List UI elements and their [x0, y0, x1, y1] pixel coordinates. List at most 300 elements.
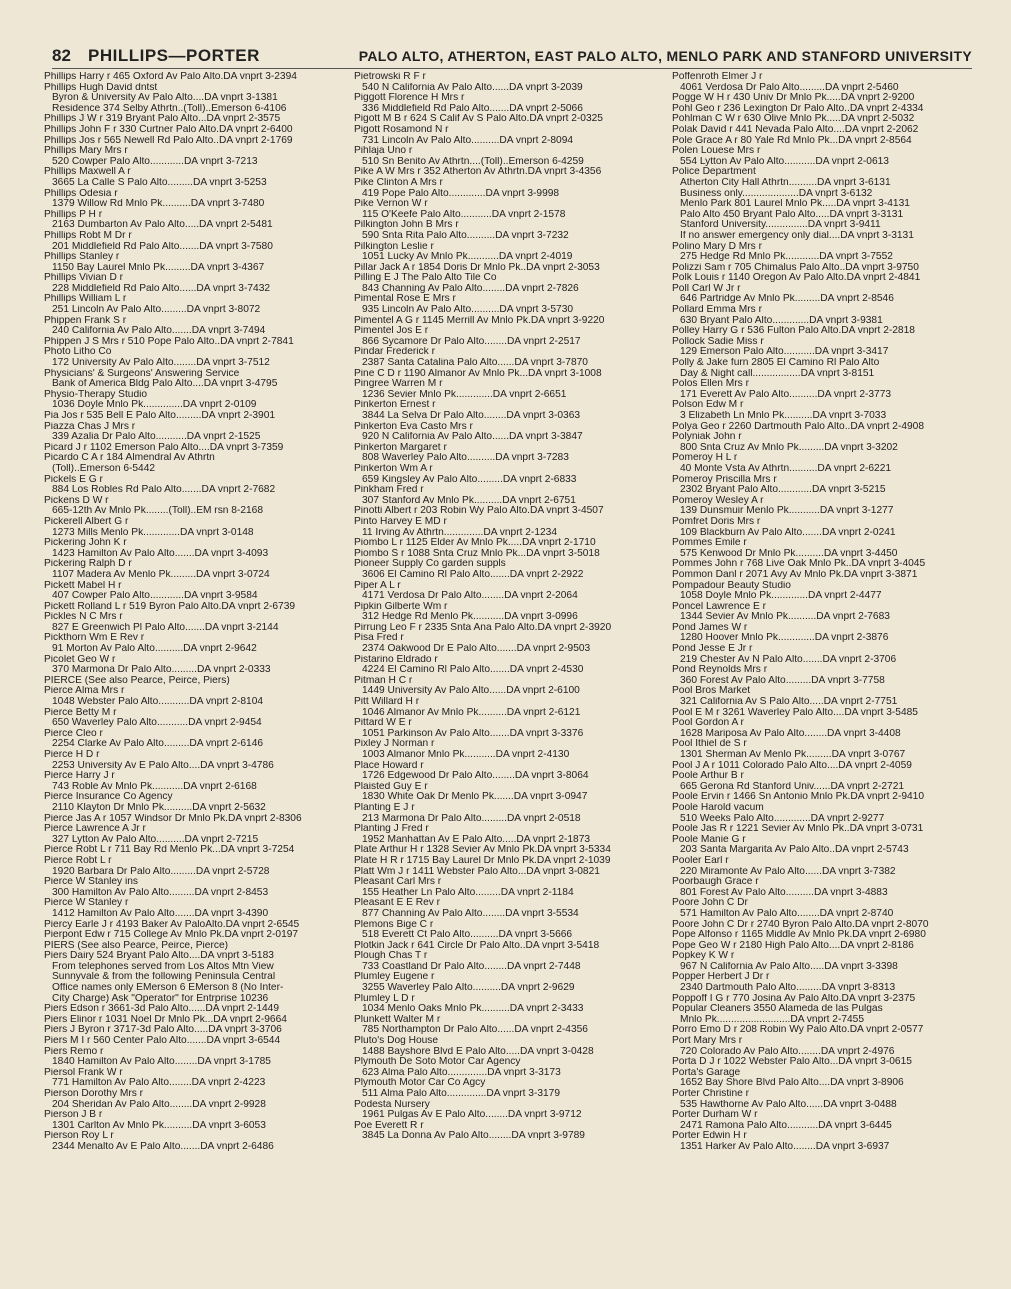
- listing-line: Phillips Vivian D r: [44, 273, 124, 284]
- listing-line: Physicians' & Surgeons' Answering Service: [44, 368, 240, 379]
- listing-line: 1344 Sevier Av Mnlo Pk..........DA vnprt 2-7683: [680, 612, 890, 623]
- listing-line: Poore John C Dr r 2740 Byron Palo Alto.DA vnprt 2-8070: [672, 919, 929, 930]
- listing-line: Day & Night call.................DA vnprt 3-8151: [680, 368, 875, 379]
- page-title: PHILLIPS—PORTER: [88, 46, 260, 65]
- listing-line: 3606 El Camino Rl Palo Alto.......DA vnprt 2-2922: [362, 569, 584, 580]
- listing-line: 1726 Edgewood Dr Palo Alto........DA vnprt 3-8064: [362, 771, 589, 782]
- listing-line: Pilkington Leslie r: [354, 241, 434, 252]
- listing-line: Pond Reynolds Mrs r: [672, 665, 768, 676]
- listing-line: Byron & University Av Palo Alto....DA vnprt 3-1381: [52, 93, 278, 104]
- listing-line: 1379 Willow Rd Mnlo Pk..........DA vnprt 3-7480: [52, 199, 265, 210]
- listing-line: 1051 Lucky Av Mnlo Pk...........DA vnprt 2-4019: [362, 252, 573, 263]
- listing-line: 201 Middlefield Rd Palo Alto.......DA vnprt 3-7580: [52, 241, 273, 252]
- listing-line: Pierce Cleo r: [44, 728, 103, 739]
- listing-line: Phillips Odesia r: [44, 188, 118, 199]
- listing-line: 511 Alma Palo Alto..............DA vnprt 3-3179: [362, 1089, 561, 1099]
- listing-line: 11 Irving Av Athrtn..............DA vnprt 2-1234: [362, 527, 557, 538]
- listing-line: Polen Louese Mrs r: [672, 146, 761, 157]
- listing-line: Piggott Florence H Mrs r: [354, 93, 465, 104]
- listing-line: 336 Middlefield Rd Palo Alto.......DA vnprt 2-5066: [362, 103, 583, 114]
- listing-line: Pickett Mabel H r: [44, 580, 122, 591]
- listing-line: Pool Gordon A r: [672, 718, 744, 729]
- listing-line: Phillips John F r 330 Curtner Palo Alto.DA vnprt 2-6400: [44, 124, 293, 135]
- listing-line: 109 Blackburn Av Palo Alto.......DA vnprt 2-0241: [680, 527, 896, 538]
- listing-line: Pixley J Norman r: [354, 739, 435, 750]
- listing-line: Pope Alfonso r 1165 Middle Av Mnlo Pk.DA vnprt 2-6980: [672, 930, 926, 941]
- listing-line: Pomfret Doris Mrs r: [672, 516, 761, 527]
- region-heading: PALO ALTO, ATHERTON, EAST PALO ALTO, MENLO PARK AND STANFORD UNIVERSITY: [358, 48, 972, 64]
- listing-line: Pierson Dorothy Mrs r: [44, 1089, 144, 1099]
- listing-line: Piazza Chas J Mrs r: [44, 421, 136, 432]
- listing-line: Piercy Earle J r 4193 Baker Av PaloAlto.DA vnprt 2-6545: [44, 919, 300, 930]
- listing-line: 1449 University Av Palo Alto......DA vnprt 2-6100: [362, 686, 580, 697]
- listing-line: Pierson Roy L r: [44, 1131, 114, 1142]
- listing-line: Piers M I r 560 Center Palo Alto.......DA vnprt 3-6544: [44, 1036, 281, 1047]
- listing-line: 1273 Mills Menlo Pk.............DA vnprt 3-0148: [52, 527, 254, 538]
- listing-line: 935 Lincoln Av Palo Alto..........DA vnprt 3-5730: [362, 305, 574, 316]
- listing-line: Pope Geo W r 2180 High Palo Alto....DA vnprt 2-8186: [672, 940, 914, 951]
- listing-line: 1952 Manhattan Av E Palo Alto.....DA vnprt 2-1873: [362, 834, 591, 845]
- listing-line: 228 Middlefield Rd Palo Alto......DA vnprt 3-7432: [52, 283, 271, 294]
- listing-line: 520 Cowper Palo Alto............DA vnprt 3-7213: [52, 156, 258, 167]
- listing-line: Pike Vernon W r: [354, 199, 428, 210]
- listing-line: 2302 Bryant Palo Alto............DA vnprt 3-5215: [680, 485, 886, 496]
- listing-line: Poncel Lawrence E r: [672, 601, 767, 612]
- listing-line: Plunkett Walter M r: [354, 1014, 441, 1025]
- listing-line: 665 Gerona Rd Stanford Univ......DA vnprt 2-2721: [680, 781, 905, 792]
- listing-line: 800 Snta Cruz Av Mnlo Pk.........DA vnprt 3-3202: [680, 442, 898, 453]
- listing-line: Pommes John r 768 Live Oak Mnlo Pk..DA vnprt 3-4045: [672, 559, 926, 570]
- listing-line: Phillips Harry r 465 Oxford Av Palo Alto.DA vnprt 3-2394: [44, 72, 297, 82]
- listing-line: 1301 Sherman Av Menlo Pk.........DA vnprt 3-0767: [680, 750, 906, 760]
- listing-line: Phippen Frank S r: [44, 315, 127, 326]
- listing-line: Business only....................DA vnprt 3-6132: [680, 188, 873, 199]
- listing-line: Piper A L r: [354, 580, 401, 591]
- listing-line: 1150 Bay Laurel Mnlo Pk.........DA vnprt 3-4367: [52, 262, 265, 273]
- listing-line: 91 Morton Av Palo Alto..........DA vnprt 2-9642: [52, 644, 257, 655]
- listing-line: From telephones served from Los Altos Mtn View: [52, 961, 274, 972]
- listing-line: Pilkington John B Mrs r: [354, 220, 459, 231]
- listing-line: 1046 Almanor Av Mnlo Pk..........DA vnprt 2-6121: [362, 707, 581, 718]
- listing-line: (Toll)..Emerson 6-5442: [52, 463, 156, 474]
- listing-line: Atherton City Hall Athrtn..........DA vnprt 3-6131: [680, 177, 891, 188]
- listing-line: Platt Wm J r 1411 Webster Palo Alto...DA vnprt 3-0821: [354, 866, 600, 877]
- listing-line: Piombo S r 1088 Snta Cruz Mnlo Pk...DA vnprt 3-5018: [354, 548, 600, 559]
- page-header: [52, 46, 972, 69]
- listing-line: Pierce H D r: [44, 750, 100, 760]
- listing-line: 659 Kingsley Av Palo Alto.........DA vnprt 2-6833: [362, 474, 577, 485]
- listing-line: 40 Monte Vsta Av Athrtn..........DA vnprt 2-6221: [680, 463, 892, 474]
- listing-line: 203 Santa Margarita Av Palo Alto..DA vnprt 2-5743: [680, 845, 909, 856]
- listing-line: Pirrung Leo F r 2335 Snta Ana Palo Alto.DA vnprt 2-3920: [354, 622, 612, 633]
- listing-line: Pierce Alma Mrs r: [44, 686, 125, 697]
- listing-line: Pollard Emma Mrs r: [672, 305, 763, 316]
- listing-line: 1058 Doyle Mnlo Pk.............DA vnprt 2-4477: [680, 591, 882, 602]
- listing-line: 665-12th Av Mnlo Pk........(Toll)..EM rsn 8-2168: [52, 506, 264, 517]
- listing-line: Pigott M B r 624 S Calif Av S Palo Alto.DA vnprt 2-0325: [354, 114, 603, 125]
- listing-line: 540 N California Av Palo Alto......DA vnprt 3-2039: [362, 82, 583, 93]
- listing-line: 771 Hamilton Av Palo Alto........DA vnprt 2-4223: [52, 1078, 266, 1089]
- listing-line: Pietrowski R F r: [354, 72, 426, 82]
- listing-line: Poffenroth Elmer J r: [672, 72, 763, 82]
- listing-line: Pond Jesse E Jr r: [672, 644, 753, 655]
- listing-line: 1351 Harker Av Palo Alto........DA vnprt 3-6937: [680, 1141, 890, 1152]
- listing-line: Planting E J r: [354, 802, 415, 813]
- listing-line: Stanford University...............DA vnprt 3-9411: [680, 220, 881, 231]
- listing-line: Pierpont Edw r 715 College Av Mnlo Pk.DA vnprt 2-0197: [44, 930, 299, 941]
- listing-line: 743 Roble Av Mnlo Pk...........DA vnprt 2-6168: [52, 781, 257, 792]
- listing-line: Picolet Geo W r: [44, 654, 116, 665]
- listing-line: Plotkin Jack r 641 Circle Dr Palo Alto..DA vnprt 3-5418: [354, 940, 600, 951]
- listing-line: Pomeroy Priscilla Mrs r: [672, 474, 777, 485]
- listing-line: 2340 Dartmouth Palo Alto.........DA vnprt 3-8313: [680, 983, 896, 994]
- listing-line: Planting J Fred r: [354, 824, 429, 835]
- listing-line: Office names only EMerson 6 EMerson 8 (No Inter-: [52, 983, 284, 994]
- listing-line: Poole Jas R r 1221 Sevier Av Mnlo Pk..DA vnprt 3-0731: [672, 824, 924, 835]
- listing-line: 321 California Av S Palo Alto.....DA vnprt 2-7751: [680, 697, 898, 708]
- listing-line: 155 Heather Ln Palo Alto.........DA vnprt 2-1184: [362, 887, 574, 898]
- listing-line: 1048 Webster Palo Alto...........DA vnprt 2-8104: [52, 697, 264, 708]
- listing-line: Pomeroy H L r: [672, 453, 738, 464]
- listing-line: Pogge W H r 430 Univ Dr Mnlo Pk.....DA vnprt 2-9200: [672, 93, 915, 104]
- listing-line: 575 Kenwood Dr Mnlo Pk..........DA vnprt 3-4450: [680, 548, 898, 559]
- listing-line: 3255 Waverley Palo Alto..........DA vnprt 2-9629: [362, 983, 575, 994]
- listing-line: Porta's Garage: [672, 1067, 741, 1078]
- listing-line: Pierce Robt L r 711 Bay Rd Menlo Pk...DA vnprt 3-7254: [44, 845, 295, 856]
- listing-line: Phillips J W r 319 Bryant Palo Alto...DA vnprt 2-3575: [44, 114, 281, 125]
- listing-line: 370 Marmona Dr Palo Alto.........DA vnprt 2-0333: [52, 665, 271, 676]
- listing-line: 1830 White Oak Dr Menlo Pk.......DA vnprt 3-0947: [362, 792, 588, 803]
- listing-line: Palo Alto 450 Bryant Palo Alto.....DA vnprt 3-3131: [680, 209, 904, 220]
- listing-line: 219 Chester Av N Palo Alto.......DA vnprt 2-3706: [680, 654, 897, 665]
- listing-line: 535 Hawthorne Av Palo Alto......DA vnprt 3-0488: [680, 1099, 897, 1110]
- listing-line: Pine C D r 1190 Almanor Av Mnlo Pk...DA vnprt 3-1008: [354, 368, 602, 379]
- listing-line: Polya Geo r 2260 Dartmouth Palo Alto..DA vnprt 2-4908: [672, 421, 924, 432]
- listing-line: Pickerell Albert G r: [44, 516, 129, 527]
- listing-line: Pierce Betty M r: [44, 707, 117, 718]
- listing-line: 1652 Bay Shore Blvd Palo Alto....DA vnprt 3-8906: [680, 1078, 904, 1089]
- listing-line: Pool Ithiel de S r: [672, 739, 747, 750]
- listing-line: 866 Sycamore Dr Palo Alto........DA vnprt 2-2517: [362, 336, 581, 347]
- listing-line: Pole Grace A r 80 Yale Rd Mnlo Pk...DA vnprt 2-8564: [672, 135, 912, 146]
- listing-line: 407 Cowper Palo Alto............DA vnprt 3-9584: [52, 591, 258, 602]
- listing-line: Place Howard r: [354, 760, 424, 771]
- listing-line: Pisa Fred r: [354, 633, 404, 644]
- listing-line: Residence 374 Selby Athrtn..(Toll)..Emerson 6-4106: [52, 103, 287, 114]
- listing-line: Pinotti Albert r 203 Robin Wy Palo Alto.DA vnprt 3-4507: [354, 506, 604, 517]
- listing-line: 1840 Hamilton Av Palo Alto........DA vnprt 3-1785: [52, 1057, 271, 1068]
- listing-line: 590 Snta Rita Palo Alto..........DA vnprt 3-7232: [362, 230, 569, 241]
- listing-line: Pierce Insurance Co Agency: [44, 792, 173, 803]
- listing-line: 360 Forest Av Palo Alto.........DA vnprt 3-7758: [680, 675, 885, 686]
- listing-line: Plumley L D r: [354, 993, 415, 1004]
- listing-line: 115 O'Keefe Palo Alto...........DA vnprt 2-1578: [362, 209, 566, 220]
- listing-line: 1628 Mariposa Av Palo Alto........DA vnprt 3-4408: [680, 728, 901, 739]
- listing-line: Phillips William L r: [44, 294, 127, 305]
- listing-line: 3845 La Donna Av Palo Alto........DA vnprt 3-9789: [362, 1131, 585, 1142]
- listing-line: 300 Hamilton Av Palo Alto.........DA vnprt 2-8453: [52, 887, 269, 898]
- listing-line: 171 Everett Av Palo Alto..........DA vnprt 2-3773: [680, 389, 892, 400]
- listing-line: 967 N California Av Palo Alto.....DA vnprt 3-3398: [680, 961, 898, 972]
- listing-line: 843 Channing Av Palo Alto........DA vnprt 2-7826: [362, 283, 579, 294]
- listing-line: Police Department: [672, 167, 756, 178]
- listing-line: Pingree Warren M r: [354, 379, 443, 390]
- listing-line: 129 Emerson Palo Alto...........DA vnprt 3-3417: [680, 347, 889, 358]
- listing-line: 1236 Sevier Mnlo Pk.............DA vnprt 2-6651: [362, 389, 567, 400]
- listing-line: Poole Harold vacum: [672, 802, 764, 813]
- listing-line: Pollock Sadie Miss r: [672, 336, 764, 347]
- listing-line: Pihlaja Uno r: [354, 146, 413, 157]
- listing-line: Picard J r 1102 Emerson Palo Alto....DA vnprt 3-7359: [44, 442, 284, 453]
- listing-line: 1107 Madera Av Menlo Pk.........DA vnprt 3-0724: [52, 569, 270, 580]
- listing-line: 801 Forest Av Palo Alto..........DA vnprt 3-4883: [680, 887, 888, 898]
- listing-line: 307 Stanford Av Mnlo Pk..........DA vnprt 2-6751: [362, 495, 576, 506]
- listing-line: Pinkerton Eva Casto Mrs r: [354, 421, 473, 432]
- listing-line: Pierce Lawrence A Jr r: [44, 824, 146, 835]
- listing-line: 827 E Greenwich Pl Palo Alto.......DA vnprt 3-2144: [52, 622, 279, 633]
- listing-line: 1488 Bayshore Blvd E Palo Alto.....DA vnprt 3-0428: [362, 1046, 594, 1057]
- listing-line: Poe Everett R r: [354, 1120, 424, 1131]
- listing-line: Pinkerton Ernest r: [354, 400, 436, 411]
- listing-line: Phillips Robt M Dr r: [44, 230, 132, 241]
- listing-line: 2254 Clarke Av Palo Alto.........DA vnprt 2-6146: [52, 739, 264, 750]
- listing-line: Popper Herbert J Dr r: [672, 972, 770, 983]
- listing-line: 4061 Verdosa Dr Palo Alto.........DA vnprt 2-5460: [680, 82, 899, 93]
- listing-line: 1003 Almanor Mnlo Pk...........DA vnprt 2-4130: [362, 750, 570, 760]
- listing-line: 1412 Hamilton Av Palo Alto.......DA vnprt 3-4390: [52, 908, 269, 919]
- listing-line: 1036 Doyle Mnlo Pk..............DA vnprt 2-0109: [52, 400, 257, 411]
- listing-line: Polk Louis r 1140 Oregon Av Palo Alto.DA vnprt 2-4841: [672, 273, 921, 284]
- listing-line: Pinkerton Margaret r: [354, 442, 447, 453]
- listing-line: Physio-Therapy Studio: [44, 389, 148, 400]
- listing-line: Pool J A r 1011 Colorado Palo Alto....DA vnprt 2-4059: [672, 760, 912, 771]
- listing-line: 339 Azalia Dr Palo Alto...........DA vnprt 2-1525: [52, 432, 261, 443]
- listing-line: Pierce W Stanley r: [44, 898, 129, 909]
- listing-line: Pia Jos r 535 Bell E Palo Alto.........DA vnprt 2-3901: [44, 411, 276, 421]
- listing-line: Poole Ervin r 1466 Sn Antonio Mnlo Pk.DA vnprt 2-9410: [672, 792, 925, 803]
- listing-line: Plymouth De Soto Motor Car Agency: [354, 1057, 521, 1068]
- listing-column-2: [354, 72, 644, 1142]
- listing-line: Pipkin Gilberte Wm r: [354, 601, 448, 612]
- listing-line: Pierson J B r: [44, 1110, 103, 1121]
- listing-line: 327 Lytton Av Palo Alto..........DA vnprt 2-7215: [52, 834, 259, 845]
- listing-line: 646 Partridge Av Mnlo Pk.........DA vnprt 2-8546: [680, 294, 894, 305]
- listing-line: 1423 Hamilton Av Palo Alto.......DA vnprt 3-4093: [52, 548, 269, 559]
- listing-line: 3665 La Calle S Palo Alto.........DA vnprt 3-5253: [52, 177, 267, 188]
- listing-line: Poppoff I G r 770 Josina Av Palo Alto.DA vnprt 3-2375: [672, 993, 916, 1004]
- listing-line: Menlo Park 801 Laurel Mnlo Pk.....DA vnprt 3-4131: [680, 199, 910, 210]
- listing-line: Mnlo Pk..........................DA vnprt 2-7455: [680, 1014, 865, 1025]
- listing-line: Polak David r 441 Nevada Palo Alto....DA vnprt 2-2062: [672, 124, 919, 135]
- listing-line: Poorbaugh Grace r: [672, 877, 759, 888]
- listing-line: 139 Dunsmuir Menlo Pk...........DA vnprt 3-1277: [680, 506, 894, 517]
- listing-line: Polizzi Sam r 705 Chimalus Palo Alto..DA vnprt 3-9750: [672, 262, 919, 273]
- listing-line: Piers Remo r: [44, 1046, 104, 1057]
- listing-line: 518 Everett Ct Palo Alto..........DA vnprt 3-5666: [362, 930, 573, 941]
- listing-line: Pickens D W r: [44, 495, 109, 506]
- listing-line: 571 Hamilton Av Palo Alto........DA vnprt 2-8740: [680, 908, 894, 919]
- listing-line: Picardo C A r 184 Almendral Av Athrtn: [44, 453, 215, 464]
- listing-line: Porro Emo D r 208 Robin Wy Palo Alto.DA vnprt 2-0577: [672, 1025, 924, 1036]
- listing-line: 808 Waverley Palo Alto..........DA vnprt 3-7283: [362, 453, 569, 464]
- listing-column-3: [672, 72, 962, 1153]
- listing-line: 884 Los Robles Rd Palo Alto.......DA vnprt 2-7682: [52, 485, 276, 496]
- listing-line: 213 Marmona Dr Palo Alto.........DA vnprt 2-0518: [362, 813, 581, 824]
- listing-line: Pickels E G r: [44, 474, 103, 485]
- listing-line: PIERCE (See also Pearce, Peirce, Piers): [44, 675, 230, 686]
- listing-line: 623 Alma Palo Alto..............DA vnprt 3-3173: [362, 1067, 561, 1078]
- listing-line: Pitt Willard H r: [354, 697, 420, 708]
- listing-line: Pickles N C Mrs r: [44, 612, 123, 623]
- listing-line: Pohlman C W r 630 Olive Mnlo Pk.....DA vnprt 2-5032: [672, 114, 915, 125]
- listing-line: 220 Miramonte Av Palo Alto......DA vnprt 3-7382: [680, 866, 896, 877]
- listing-line: Piers J Byron r 3717-3d Palo Alto.....DA vnprt 3-3706: [44, 1025, 282, 1036]
- listing-line: 1301 Carlton Av Mnlo Pk..........DA vnprt 3-6053: [52, 1120, 266, 1131]
- listing-line: 510 Sn Benito Av Athrtn....(Toll)..Emerson 6-4259: [362, 156, 584, 167]
- listing-line: Polley Harry G r 536 Fulton Palo Alto.DA vnprt 2-2818: [672, 326, 915, 337]
- listing-line: 3 Elizabeth Ln Mnlo Pk..........DA vnprt 3-7033: [680, 411, 887, 421]
- listing-line: Porter Edwin H r: [672, 1131, 747, 1142]
- listing-line: Pigott Rosamond N r: [354, 124, 449, 135]
- listing-line: Phillips P H r: [44, 209, 103, 220]
- listing-line: Poole Manie G r: [672, 834, 746, 845]
- listing-line: Plough Chas T r: [354, 951, 428, 962]
- listing-line: Pomeroy Wesley A r: [672, 495, 764, 506]
- listing-line: Plate H R r 1715 Bay Laurel Dr Mnlo Pk.DA vnprt 2-1039: [354, 855, 611, 866]
- listing-line: Plymouth Motor Car Co Agcy: [354, 1078, 486, 1089]
- listing-line: Pilling E J The Palo Alto Tile Co: [354, 273, 497, 284]
- listing-line: Pickering John K r: [44, 538, 127, 549]
- listing-line: Porter Durham W r: [672, 1110, 758, 1121]
- listing-line: Pimental Rose E Mrs r: [354, 294, 456, 305]
- listing-line: 172 University Av Palo Alto........DA vnprt 3-7512: [52, 358, 270, 369]
- listing-line: Pierce Robt L r: [44, 855, 112, 866]
- listing-line: Bank of America Bldg Palo Alto....DA vnprt 3-4795: [52, 379, 278, 390]
- page-number: 82: [52, 46, 71, 65]
- listing-line: 2387 Santa Catalina Palo Alto......DA vnprt 3-7870: [362, 358, 588, 369]
- listing-line: Pluto's Dog House: [354, 1036, 439, 1047]
- listing-line: Pickett Rolland L r 519 Byron Palo Alto.DA vnprt 2-6739: [44, 601, 296, 612]
- listing-line: Piers Elinor r 1031 Noel Dr Mnlo Pk...DA vnprt 2-9664: [44, 1014, 287, 1025]
- listing-line: Piers Edson r 3661-3d Palo Alto......DA vnprt 2-1449: [44, 1004, 280, 1015]
- listing-line: Pimentel A G r 1145 Merrill Av Mnlo Pk.DA vnprt 3-9220: [354, 315, 605, 326]
- listing-line: Pickering Ralph D r: [44, 559, 132, 570]
- listing-line: Pond James W r: [672, 622, 748, 633]
- listing-line: 1280 Hoover Mnlo Pk.............DA vnprt 2-3876: [680, 633, 889, 644]
- listing-line: Popkey K W r: [672, 951, 735, 962]
- listing-line: Pommon Danl r 2071 Avy Av Mnlo Pk.DA vnprt 3-3871: [672, 569, 918, 580]
- listing-line: Polos Ellen Mrs r: [672, 379, 749, 390]
- listing-line: Polino Mary D Mrs r: [672, 241, 763, 252]
- listing-line: Pike Clinton A Mrs r: [354, 177, 443, 188]
- listing-line: Pierce Harry J r: [44, 771, 115, 782]
- listing-line: 720 Colorado Av Palo Alto........DA vnprt 2-4976: [680, 1046, 895, 1057]
- listing-line: 510 Weeks Palo Alto.............DA vnprt 2-9277: [680, 813, 885, 824]
- listing-line: 3844 La Selva Dr Palo Alto........DA vnprt 3-0363: [362, 411, 581, 421]
- listing-line: 650 Waverley Palo Alto...........DA vnprt 2-9454: [52, 718, 262, 729]
- listing-line: Pierce Jas A r 1057 Windsor Dr Mnlo Pk.DA vnprt 2-8306: [44, 813, 302, 824]
- listing-line: 2374 Oakwood Dr E Palo Alto.......DA vnprt 2-9503: [362, 644, 591, 655]
- listing-line: 2344 Menalto Av E Palo Alto.......DA vnprt 2-6486: [52, 1141, 274, 1152]
- listing-line: City Charge) Ask "Operator" for Entrprise 10236: [52, 993, 269, 1004]
- listing-line: 2110 Klayton Dr Mnlo Pk..........DA vnprt 2-5632: [52, 802, 266, 813]
- listing-line: Pooler Earl r: [672, 855, 729, 866]
- listing-line: Poll Carl W Jr r: [672, 283, 741, 294]
- listing-line: Plate Arthur H r 1328 Sevier Av Mnlo Pk.DA vnprt 3-5334: [354, 845, 611, 856]
- listing-line: Phillips Mary Mrs r: [44, 146, 128, 157]
- listing-line: Phillips Jos r 565 Newell Rd Palo Alto..DA vnprt 2-1769: [44, 135, 293, 146]
- listing-line: 419 Pope Palo Alto.............DA vnprt 3-9998: [362, 188, 560, 199]
- listing-line: Pillar Jack A r 1854 Doris Dr Mnlo Pk..DA vnprt 2-3053: [354, 262, 600, 273]
- listing-line: Pike A W Mrs r 352 Atherton Av Athrtn.DA vnprt 3-4356: [354, 167, 602, 178]
- listing-line: 4224 El Camino Rl Palo Alto.......DA vnprt 2-4530: [362, 665, 584, 676]
- listing-line: Pioneer Supply Co garden suppls: [354, 559, 506, 570]
- listing-line: Pinto Harvey E MD r: [354, 516, 447, 527]
- listing-line: Phillips Hugh David dntst: [44, 82, 158, 93]
- listing-line: Pierce W Stanley ins: [44, 877, 138, 888]
- listing-line: 204 Sheridan Av Palo Alto........DA vnprt 2-9928: [52, 1099, 266, 1110]
- listing-line: Pickthorn Wm E Rev r: [44, 633, 145, 644]
- listing-line: Pimentel Jos E r: [354, 326, 429, 337]
- listing-line: 1961 Pulgas Av E Palo Alto........DA vnprt 3-9712: [362, 1110, 582, 1121]
- listing-line: Plumley Eugene r: [354, 972, 435, 983]
- listing-line: 1034 Menlo Oaks Mnlo Pk..........DA vnprt 2-3433: [362, 1004, 584, 1015]
- listing-line: Pohl Geo r 236 Lexington Dr Palo Alto..DA vnprt 2-4334: [672, 103, 924, 114]
- listing-column-1: [44, 72, 334, 1153]
- listing-line: Plaisted Guy E r: [354, 781, 428, 792]
- listing-line: 554 Lytton Av Palo Alto...........DA vnprt 2-0613: [680, 156, 889, 167]
- listing-line: Pompadour Beauty Studio: [672, 580, 791, 591]
- listing-line: Polson Edw M r: [672, 400, 744, 411]
- listing-line: Phillips Maxwell A r: [44, 167, 131, 178]
- listing-line: Poore John C Dr: [672, 898, 748, 909]
- listing-line: Pistarino Eldrado r: [354, 654, 438, 665]
- listing-line: Piombo L r 1125 Elder Av Mnlo Pk.....DA vnprt 2-1710: [354, 538, 596, 549]
- listing-line: Porta D J r 1022 Webster Palo Alto...DA vnprt 3-0615: [672, 1057, 912, 1068]
- listing-line: Sunnyvale & from the following Peninsula Central: [52, 972, 276, 983]
- listing-line: 4171 Verdosa Dr Palo Alto........DA vnprt 2-2064: [362, 591, 578, 602]
- listing-line: Phillips Stanley r: [44, 252, 120, 263]
- listing-line: Pommes Emile r: [672, 538, 747, 549]
- listing-line: 2471 Ramona Palo Alto...........DA vnprt 3-6445: [680, 1120, 892, 1131]
- listing-line: Phippen J S Mrs r 510 Pope Palo Alto..DA vnprt 2-7841: [44, 336, 294, 347]
- listing-line: Photo Litho Co: [44, 347, 112, 358]
- listing-line: Polyniak John r: [672, 432, 742, 443]
- listing-line: Pittard W E r: [354, 718, 412, 729]
- listing-line: Podesta Nursery: [354, 1099, 430, 1110]
- listing-line: 240 California Av Palo Alto.......DA vnprt 3-7494: [52, 326, 266, 337]
- listing-line: Pinkham Fred r: [354, 485, 424, 496]
- listing-line: Plemons Bige C r: [354, 919, 434, 930]
- listing-line: 1920 Barbara Dr Palo Alto.........DA vnprt 2-5728: [52, 866, 270, 877]
- listing-line: 920 N California Av Palo Alto......DA vnprt 3-3847: [362, 432, 583, 443]
- listing-line: 731 Lincoln Av Palo Alto..........DA vnprt 2-8094: [362, 135, 574, 146]
- listing-line: 785 Northampton Dr Palo Alto......DA vnprt 2-4356: [362, 1025, 588, 1036]
- listing-line: 1051 Parkinson Av Palo Alto.......DA vnprt 3-3376: [362, 728, 584, 739]
- listing-line: Porter Christine r: [672, 1089, 749, 1099]
- listing-line: 2163 Dumbarton Av Palo Alto.....DA vnprt 2-5481: [52, 220, 273, 231]
- listing-line: 251 Lincoln Av Palo Alto.........DA vnprt 3-8072: [52, 305, 261, 316]
- listing-line: Poole Arthur B r: [672, 771, 744, 782]
- listing-line: 2253 University Av E Palo Alto....DA vnprt 3-4786: [52, 760, 274, 771]
- listing-line: Popular Cleaners 3550 Alameda de las Pulgas: [672, 1004, 883, 1015]
- listing-line: PIERS (See also Pearce, Peirce, Pierce): [44, 940, 229, 951]
- listing-line: Pleasant Carl Mrs r: [354, 877, 442, 888]
- listing-line: Pool E M r 3261 Waverley Palo Alto....DA vnprt 3-5485: [672, 707, 918, 718]
- listing-line: Pitman H C r: [354, 675, 413, 686]
- listing-line: If no answer emergency only dial....DA vnprt 3-3131: [680, 230, 914, 241]
- listing-line: Polly & Jake furn 2805 El Camino Rl Palo Alto: [672, 358, 880, 369]
